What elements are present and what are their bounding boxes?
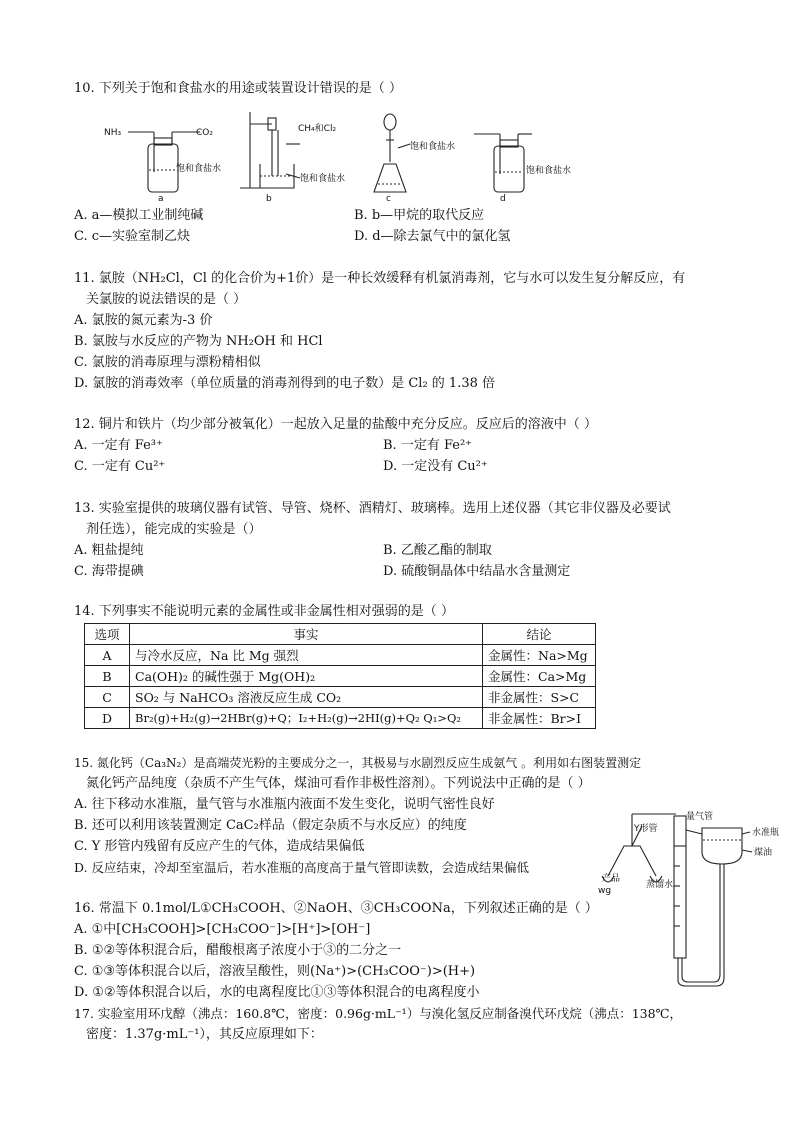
q11-option-d: D. 氯胺的消毒效率（单位质量的消毒剂得到的电子数）是 Cl₂ 的 1.38 倍 <box>74 376 496 391</box>
q15-option-d: D. 反应结束，冷却至室温后，若水准瓶的高度高于量气管即读数，会造成结果偏低 <box>74 860 530 875</box>
q12-option-b: B. 一定有 Fe²⁺ <box>383 438 473 453</box>
q15-option-a: A. 往下移动水准瓶，量气管与水准瓶内液面不发生变化，说明气密性良好 <box>74 797 495 812</box>
q15-label-gas-burette: 量气管 <box>686 812 714 822</box>
column-header-option: 选项 <box>85 624 130 645</box>
q12-option-d: D. 一定没有 Cu²⁺ <box>383 459 488 474</box>
q15-option-b: B. 还可以利用该装置测定 CaC₂样品（假定杂质不与水反应）的纯度 <box>74 818 467 833</box>
q13-stem-line1: 13. 实验室提供的玻璃仪器有试管、导管、烧杯、酒精灯、玻璃棒。选用上述仪器（其它非仪器及必要试 <box>74 501 671 516</box>
table-cell-fact: SO₂ 与 NaHCO₃ 溶液反应生成 CO₂ <box>130 687 483 708</box>
table-row <box>85 708 596 729</box>
q10-apparatus-figure <box>100 104 590 204</box>
column-header-conclusion: 结论 <box>483 624 596 645</box>
q10-option-d: D. d—除去氯气中的氯化氢 <box>354 229 511 244</box>
q17-stem-line1: 17. 实验室用环戊醇（沸点：160.8℃，密度：0.96g·mL⁻¹）与溴化氢反应制备溴代环戊烷（沸点：138℃， <box>74 1006 683 1021</box>
table-cell-fact: 与冷水反应，Na 比 Mg 强烈 <box>130 645 483 666</box>
q11-option-a: A. 氯胺的氮元素为-3 价 <box>74 313 213 328</box>
q12-option-c: C. 一定有 Cu²⁺ <box>74 459 166 474</box>
column-header-fact: 事实 <box>130 624 483 645</box>
q11-option-b: B. 氯胺与水反应的产物为 NH₂OH 和 HCl <box>74 334 323 349</box>
q13-option-d: D. 硫酸铜晶体中结晶水含量测定 <box>383 564 571 579</box>
q13-stem-line2: 剂任选），能完成的实验是（） <box>86 522 262 537</box>
table-row <box>85 666 596 687</box>
q10-label-c-liquid: 饱和食盐水 <box>410 142 456 152</box>
q11-option-c: C. 氯胺的消毒原理与漂粉精相似 <box>74 355 261 370</box>
table-cell-option: C <box>85 687 130 708</box>
q10-label-a-liquid: 饱和食盐水 <box>176 164 222 174</box>
q10-caption-b: b <box>266 194 272 204</box>
table-cell-conclusion: 金属性：Na>Mg <box>483 645 596 666</box>
table-cell-conclusion: 非金属性：S>C <box>483 687 596 708</box>
table-cell-option: D <box>85 708 130 729</box>
q15-label-distilled-water: 蒸馏水 <box>646 880 674 890</box>
table-cell-fact: Br₂(g)+H₂(g)→2HBr(g)+Q；I₂+H₂(g)→2HI(g)+Q₂ Q₁>Q₂ <box>130 708 483 729</box>
q10-option-b: B. b—甲烷的取代反应 <box>354 208 485 223</box>
q16-stem: 16. 常温下 0.1mol/L①CH₃COOH、②NaOH、③CH₃COONa，下列叙述正确的是（ ） <box>74 901 598 916</box>
q10-caption-a: a <box>158 194 164 204</box>
q12-stem: 12. 铜片和铁片（均少部分被氧化）一起放入足量的盐酸中充分反应。反应后的溶液中（ ） <box>74 417 597 432</box>
q15-label-product: 产品 <box>602 874 621 884</box>
q17-stem-line2: 密度：1.37g·mL⁻¹），其反应原理如下： <box>86 1027 323 1042</box>
table-cell-fact: Ca(OH)₂ 的碱性强于 Mg(OH)₂ <box>130 666 483 687</box>
table-cell-conclusion: 金属性：Ca>Mg <box>483 666 596 687</box>
q10-label-b-liquid: 饱和食盐水 <box>300 174 346 184</box>
q15-label-mass: wg <box>598 886 612 896</box>
q16-option-a: A. ①中[CH₃COOH]>[CH₃COO⁻]>[H⁺]>[OH⁻] <box>74 922 371 937</box>
q15-label-kerosene: 煤油 <box>754 848 773 858</box>
q15-label-y-tube: Y形管 <box>634 824 658 834</box>
q11-stem-line1: 11. 氯胺（NH₂Cl，Cl 的化合价为+1价）是一种长效缓释有机氯消毒剂，它与水可以发生复分解反应，有 <box>74 271 686 286</box>
table-cell-option: A <box>85 645 130 666</box>
table-header-row <box>85 624 596 645</box>
q14-stem: 14. 下列事实不能说明元素的金属性或非金属性相对强弱的是（ ） <box>74 604 454 619</box>
q16-option-d: D. ①②等体积混合以后，水的电离程度比①③等体积混合的电离程度小 <box>74 985 480 1000</box>
q10-caption-d: d <box>500 194 506 204</box>
q14-facts-table <box>84 623 596 729</box>
table-row <box>85 687 596 708</box>
q10-option-a: A. a—模拟工业制纯碱 <box>74 208 204 223</box>
q16-option-b: B. ①②等体积混合后，醋酸根离子浓度小于③的二分之一 <box>74 943 402 958</box>
q13-option-a: A. 粗盐提纯 <box>74 543 144 558</box>
q10-stem: 10. 下列关于饱和食盐水的用途或装置设计错误的是（ ） <box>74 81 402 96</box>
q13-option-b: B. 乙酸乙酯的制取 <box>383 543 492 558</box>
table-row <box>85 645 596 666</box>
q13-option-c: C. 海带提碘 <box>74 564 144 579</box>
table-cell-option: B <box>85 666 130 687</box>
q10-label-a-out: CO₂ <box>196 128 213 138</box>
q15-option-c: C. Y 形管内残留有反应产生的气体，造成结果偏低 <box>74 839 365 854</box>
q11-stem-line2: 关氯胺的说法错误的是（ ） <box>86 292 247 307</box>
q12-option-a: A. 一定有 Fe³⁺ <box>74 438 163 453</box>
q16-option-c: C. ①③等体积混合以后，溶液呈酸性，则(Na⁺)>(CH₃COO⁻)>(H+) <box>74 964 476 979</box>
q10-option-c: C. c—实验室制乙炔 <box>74 229 191 244</box>
q10-label-d-liquid: 饱和食盐水 <box>526 166 572 176</box>
q15-stem-line2: 氮化钙产品纯度（杂质不产生气体，煤油可看作非极性溶剂）。下列说法中正确的是（ ） <box>86 776 591 791</box>
q10-label-b-gas: CH₄和Cl₂ <box>298 124 337 134</box>
q15-label-level-bottle: 水准瓶 <box>752 828 780 838</box>
q10-label-a-in: NH₃ <box>104 128 122 138</box>
q10-caption-c: c <box>386 194 391 204</box>
table-cell-conclusion: 非金属性：Br>I <box>483 708 596 729</box>
q15-stem-line1: 15. 氮化钙（Ca₃N₂）是高端荧光粉的主要成分之一，其极易与水剧烈反应生成氨气 。利用如右图装置测定 <box>74 756 642 770</box>
